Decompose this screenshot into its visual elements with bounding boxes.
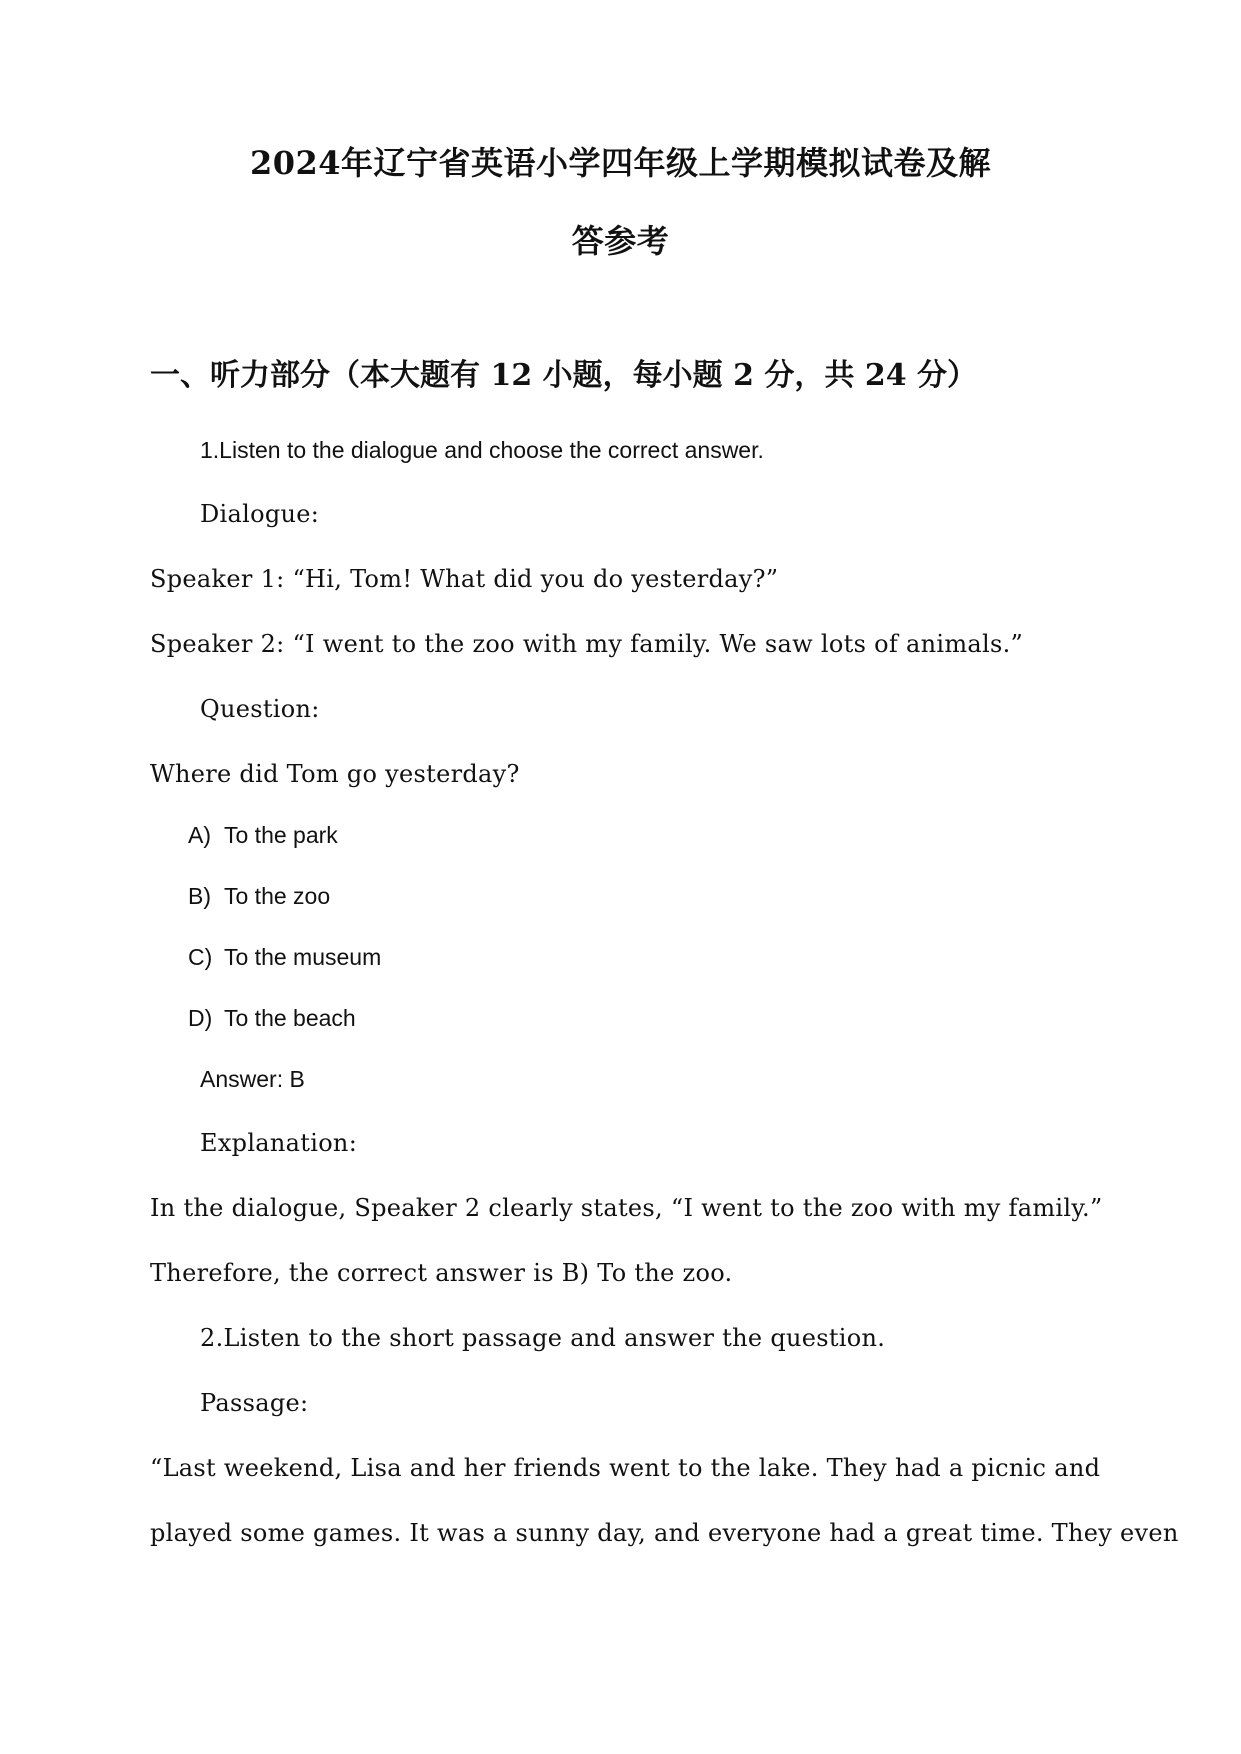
option-text: To the zoo xyxy=(224,883,331,909)
document-title-line-2: 答参考 xyxy=(571,222,670,260)
question-2-passage-line-2: played some games. It was a sunny day, and everyone had a great time. They even xyxy=(150,1519,1179,1547)
option-text: To the beach xyxy=(224,1005,356,1031)
question-1-prompt: 1.Listen to the dialogue and choose the correct answer. xyxy=(200,437,764,463)
question-1-explanation-label: Explanation: xyxy=(200,1129,358,1157)
question-1-question-label: Question: xyxy=(200,695,320,723)
option-text: To the museum xyxy=(224,944,382,970)
question-1-option-a xyxy=(188,822,338,849)
question-1-option-d xyxy=(188,1005,356,1032)
question-1-option-c xyxy=(188,944,381,971)
question-2-prompt: 2.Listen to the short passage and answer the question. xyxy=(200,1324,886,1352)
question-2-passage-label: Passage: xyxy=(200,1389,309,1417)
question-1-dialogue-label: Dialogue: xyxy=(200,500,320,528)
question-2-passage-line-1: “Last weekend, Lisa and her friends went to the lake. They had a picnic and xyxy=(150,1454,1101,1482)
question-1-explanation-line-2: Therefore, the correct answer is B) To the zoo. xyxy=(150,1259,733,1287)
option-text: To the park xyxy=(224,822,338,848)
question-1-speaker-2: Speaker 2: “I went to the zoo with my family. We saw lots of animals.” xyxy=(150,630,1024,658)
question-1-explanation-line-1: In the dialogue, Speaker 2 clearly states, “I went to the zoo with my family.” xyxy=(150,1194,1103,1222)
question-1-answer: Answer: B xyxy=(200,1066,305,1092)
section-heading-listening: 一、听力部分（本大题有 12 小题，每小题 2 分，共 24 分） xyxy=(150,358,978,393)
question-1-speaker-1: Speaker 1: “Hi, Tom! What did you do yesterday?” xyxy=(150,565,779,593)
option-letter: C) xyxy=(188,944,213,970)
question-1-question-text: Where did Tom go yesterday? xyxy=(150,760,520,788)
question-1-option-b xyxy=(188,883,330,910)
document-title-line-1: 2024年辽宁省英语小学四年级上学期模拟试卷及解 xyxy=(249,144,992,182)
option-letter: A) xyxy=(188,822,211,848)
option-letter: D) xyxy=(188,1005,213,1031)
option-letter: B) xyxy=(188,883,211,909)
